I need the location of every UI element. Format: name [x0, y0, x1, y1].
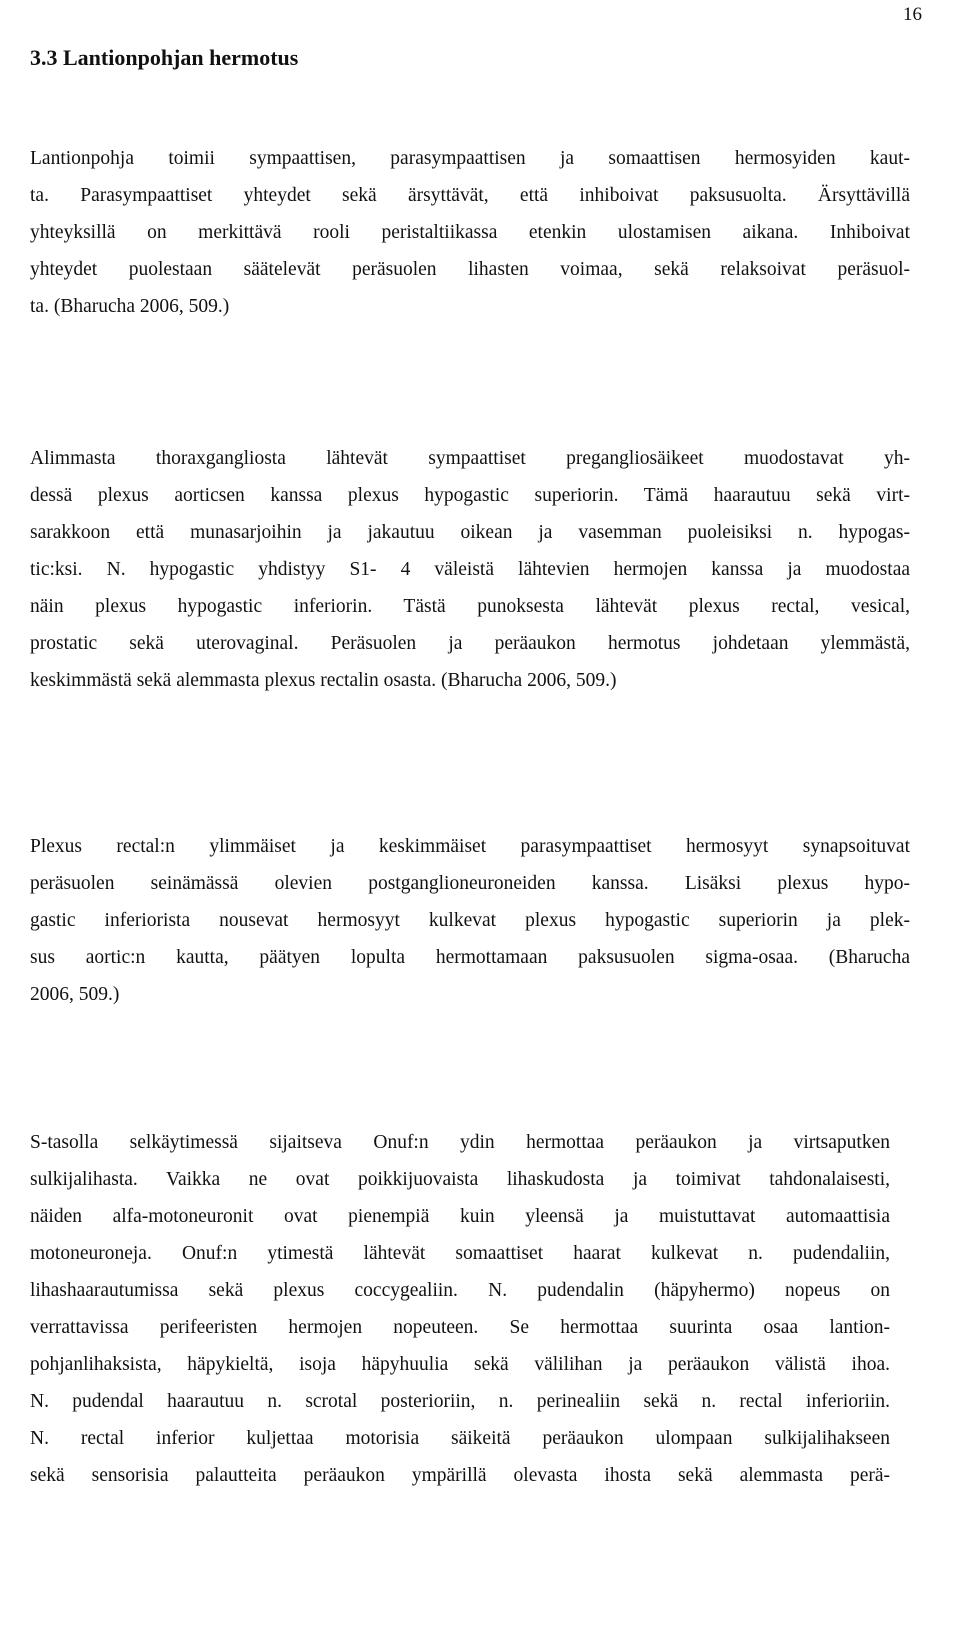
text-line: ta. (Bharucha 2006, 509.) — [30, 296, 230, 317]
text-line: Lantionpohja toimii sympaattisen, parasympaattisen ja somaattisen hermosyiden kaut- — [30, 148, 910, 169]
text-line: prostatic sekä uterovaginal. Peräsuolen ja peräaukon hermotus johdetaan ylemmästä, — [30, 633, 910, 654]
text-line: keskimmästä sekä alemmasta plexus rectalin osasta. (Bharucha 2006, 509.) — [30, 670, 617, 691]
paragraph-3 — [30, 828, 910, 1013]
page-number: 16 — [903, 4, 922, 25]
text-line: sulkijalihasta. Vaikka ne ovat poikkijuovaista lihaskudosta ja toimivat tahdonalaisesti, — [30, 1169, 890, 1190]
text-line: näiden alfa-motoneuronit ovat pienempiä kuin yleensä ja muistuttavat automaattisia — [30, 1206, 890, 1227]
text-line: N. pudendal haarautuu n. scrotal posterioriin, n. perinealiin sekä n. rectal inferioriin. — [30, 1391, 890, 1412]
text-line: yhteyksillä on merkittävä rooli peristaltiikassa etenkin ulostamisen aikana. Inhiboivat — [30, 222, 910, 243]
text-line: sekä sensorisia palautteita peräaukon ympärillä olevasta ihosta sekä alemmasta perä- — [30, 1465, 890, 1486]
paragraph-2 — [30, 440, 910, 699]
text-line: N. rectal inferior kuljettaa motorisia säikeitä peräaukon ulompaan sulkijalihakseen — [30, 1428, 890, 1449]
text-line: dessä plexus aorticsen kanssa plexus hypogastic superiorin. Tämä haarautuu sekä virt- — [30, 485, 910, 506]
text-line: lihashaarautumissa sekä plexus coccygealiin. N. pudendalin (häpyhermo) nopeus on — [30, 1280, 890, 1301]
text-line: Plexus rectal:n ylimmäiset ja keskimmäiset parasympaattiset hermosyyt synapsoituvat — [30, 836, 910, 857]
text-line: sarakkoon että munasarjoihin ja jakautuu oikean ja vasemman puoleisiksi n. hypogas- — [30, 522, 910, 543]
paragraph-4 — [30, 1124, 890, 1494]
text-line: ta. Parasympaattiset yhteydet sekä ärsyttävät, että inhiboivat paksusuolta. Ärsyttävillä — [30, 185, 910, 206]
text-line: tic:ksi. N. hypogastic yhdistyy S1- 4 väleistä lähtevien hermojen kanssa ja muodostaa — [30, 559, 910, 580]
text-line: Alimmasta thoraxgangliosta lähtevät sympaattiset pregangliosäikeet muodostavat yh- — [30, 448, 910, 469]
text-line: motoneuroneja. Onuf:n ytimestä lähtevät somaattiset haarat kulkevat n. pudendaliin, — [30, 1243, 890, 1264]
text-line: näin plexus hypogastic inferiorin. Tästä punoksesta lähtevät plexus rectal, vesical, — [30, 596, 910, 617]
text-line: verrattavissa perifeeristen hermojen nopeuteen. Se hermottaa suurinta osaa lantion- — [30, 1317, 890, 1338]
paragraph-1 — [30, 140, 910, 325]
text-line: yhteydet puolestaan säätelevät peräsuolen lihasten voimaa, sekä relaksoivat peräsuol- — [30, 259, 910, 280]
section-heading: 3.3 Lantionpohjan hermotus — [30, 45, 299, 70]
text-line: 2006, 509.) — [30, 984, 120, 1005]
text-line: S-tasolla selkäytimessä sijaitseva Onuf:n ydin hermottaa peräaukon ja virtsaputken — [30, 1132, 890, 1153]
text-line: sus aortic:n kautta, päätyen lopulta hermottamaan paksusuolen sigma-osaa. (Bharucha — [30, 947, 910, 968]
text-line: pohjanlihaksista, häpykieltä, isoja häpyhuulia sekä välilihan ja peräaukon välistä ihoa. — [30, 1354, 890, 1375]
text-line: gastic inferiorista nousevat hermosyyt kulkevat plexus hypogastic superiorin ja plek- — [30, 910, 910, 931]
text-line: peräsuolen seinämässä olevien postganglioneuroneiden kanssa. Lisäksi plexus hypo- — [30, 873, 910, 894]
